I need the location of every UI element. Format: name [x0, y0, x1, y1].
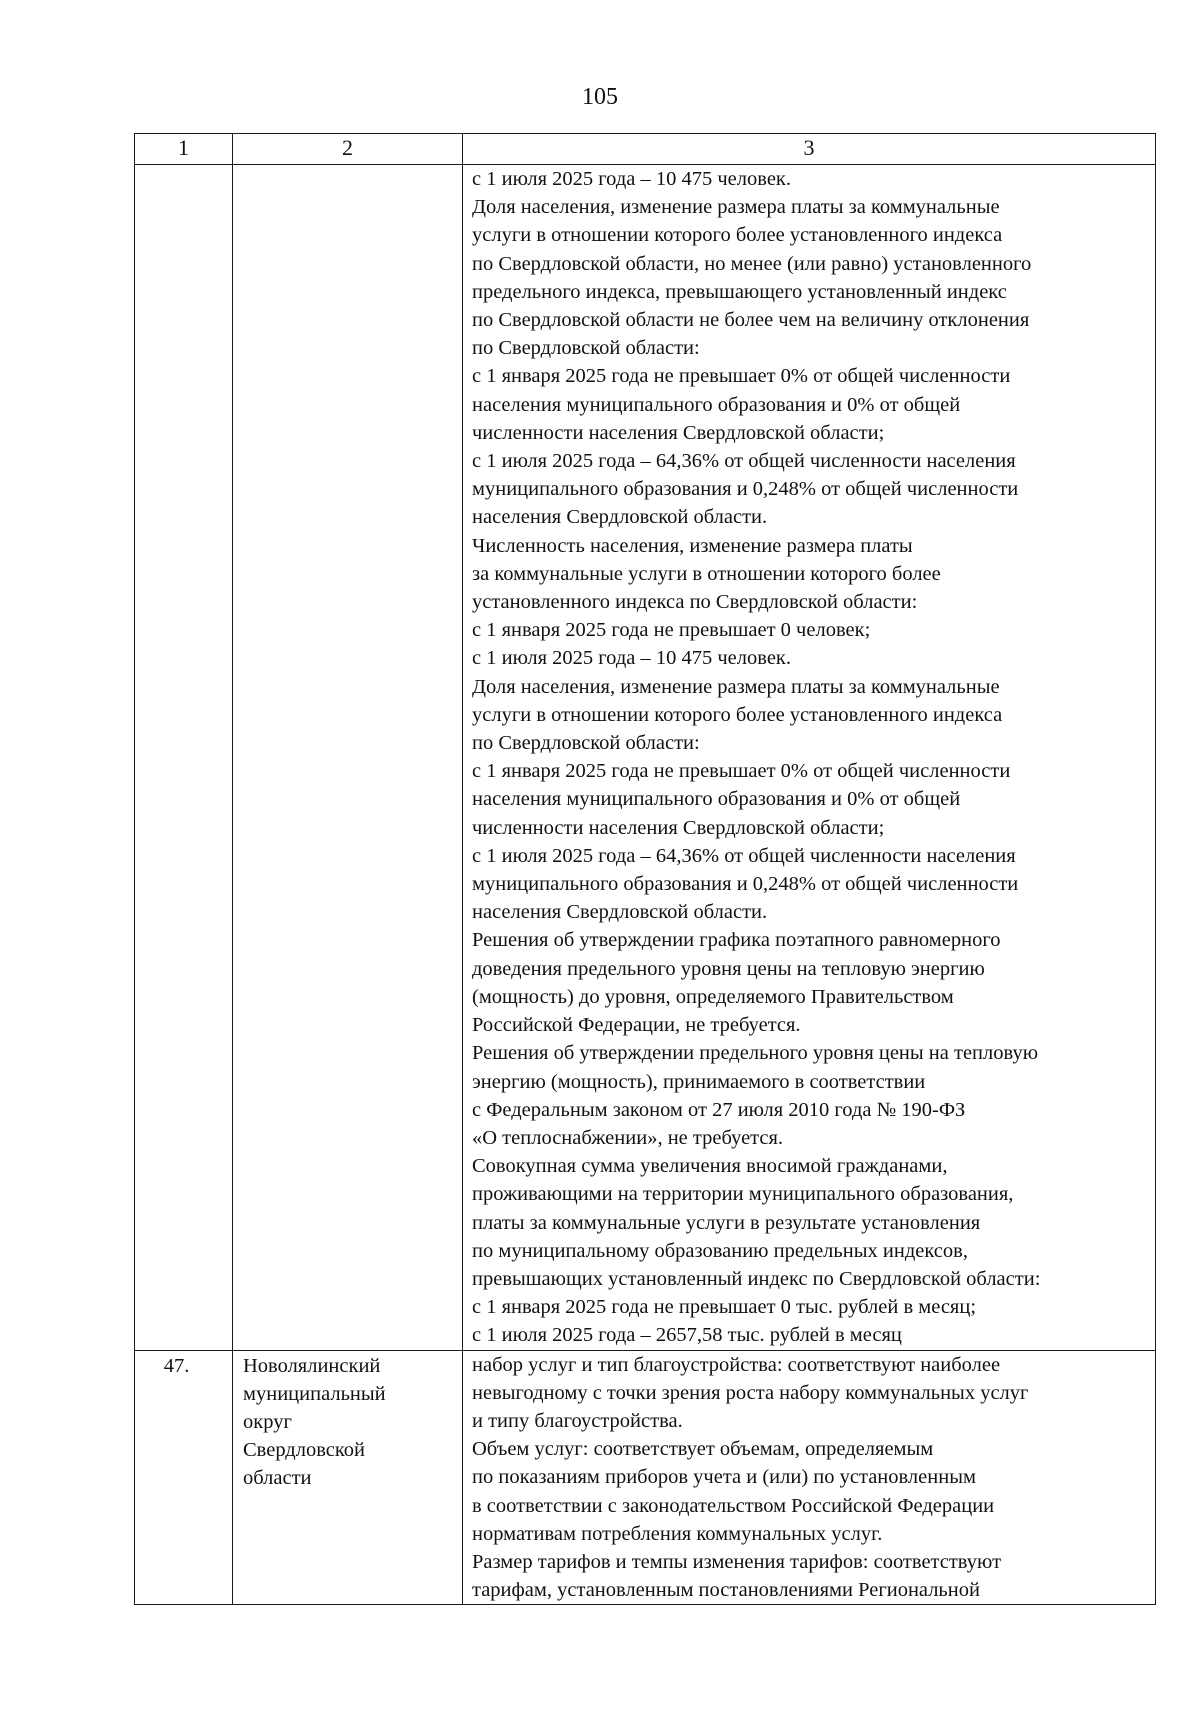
text-line: с 1 января 2025 года не превышает 0 тыс. рублей в месяц;: [472, 1296, 977, 1319]
text-line: с 1 июля 2025 года – 64,36% от общей численности населения: [472, 844, 1016, 867]
municipality-name-cell: [233, 1350, 463, 1605]
text-line: доведения предельного уровня цены на тепловую энергию: [472, 957, 985, 980]
text-line: Численность населения, изменение размера платы: [472, 534, 913, 557]
row-number-cell: 47.: [135, 1350, 233, 1605]
municipality-name-line: Свердловской: [243, 1439, 366, 1462]
text-line: «О теплоснабжении», не требуется.: [472, 1126, 784, 1149]
text-line: с 1 июля 2025 года – 10 475 человек.: [472, 647, 792, 670]
text-line: с Федеральным законом от 27 июля 2010 года № 190-ФЗ: [472, 1098, 966, 1121]
description-cell: [463, 1350, 1156, 1605]
text-line: платы за коммунальные услуги в результате установления: [472, 1211, 981, 1234]
text-line: услуги в отношении которого более установленного индекса: [472, 224, 1003, 247]
text-line: энергию (мощность), принимаемого в соответствии: [472, 1070, 926, 1093]
text-line: нормативам потребления коммунальных услуг.: [472, 1522, 883, 1545]
text-line: муниципального образования и 0,248% от общей численности: [472, 478, 1019, 501]
text-line: (мощность) до уровня, определяемого Правительством: [472, 985, 954, 1008]
text-line: Совокупная сумма увеличения вносимой гражданами,: [472, 1155, 948, 1178]
municipality-name-line: области: [243, 1467, 312, 1490]
text-line: с 1 января 2025 года не превышает 0% от общей численности: [472, 365, 1011, 388]
text-line: Решения об утверждении графика поэтапного равномерного: [472, 929, 1001, 952]
text-line: муниципального образования и 0,248% от общей численности: [472, 873, 1019, 896]
text-line: с 1 июля 2025 года – 64,36% от общей численности населения: [472, 450, 1016, 473]
document-table: [134, 133, 1156, 1605]
text-line: по Свердловской области:: [472, 337, 700, 360]
page-number: 105: [582, 84, 618, 110]
table-header-row: [135, 134, 1156, 165]
text-line: с 1 июля 2025 года – 10 475 человек.: [472, 168, 792, 190]
description-cell: [463, 165, 1156, 1351]
text-line: по муниципальному образованию предельных индексов,: [472, 1239, 968, 1262]
text-line: по показаниям приборов учета и (или) по установленным: [472, 1466, 976, 1489]
text-line: Решения об утверждении предельного уровня цены на тепловую: [472, 1042, 1039, 1065]
text-line: Размер тарифов и темпы изменения тарифов: соответствуют: [472, 1550, 1002, 1573]
text-line: численности населения Свердловской области;: [472, 816, 885, 839]
municipality-name-line: округ: [243, 1410, 292, 1433]
text-line: Доля населения, изменение размера платы за коммунальные: [472, 196, 1000, 219]
text-line: населения муниципального образования и 0% от общей: [472, 788, 961, 811]
text-line: превышающих установленный индекс по Свердловской области:: [472, 1267, 1041, 1290]
text-line: населения Свердловской области.: [472, 901, 768, 924]
text-line: Российской Федерации, не требуется.: [472, 1014, 801, 1037]
column-header-1: 1: [135, 134, 233, 165]
text-line: с 1 января 2025 года не превышает 0% от общей численности: [472, 760, 1011, 783]
column-header-2: 2: [233, 134, 463, 165]
text-line: по Свердловской области не более чем на величину отклонения: [472, 309, 1030, 332]
text-line: проживающими на территории муниципального образования,: [472, 1183, 1014, 1206]
text-line: с 1 января 2025 года не превышает 0 человек;: [472, 619, 871, 642]
municipality-name-line: Новолялинский: [243, 1354, 381, 1377]
column-header-3: 3: [463, 134, 1156, 165]
text-line: населения муниципального образования и 0% от общей: [472, 393, 961, 416]
text-line: услуги в отношении которого более установленного индекса: [472, 703, 1003, 726]
municipality-name-line: муниципальный: [243, 1382, 386, 1405]
text-line: в соответствии с законодательством Российской Федерации: [472, 1494, 995, 1517]
text-line: по Свердловской области, но менее (или равно) установленного: [472, 252, 1032, 275]
text-line: за коммунальные услуги в отношении которого более: [472, 562, 941, 585]
table-row: [135, 165, 1156, 1351]
text-line: Доля населения, изменение размера платы за коммунальные: [472, 675, 1000, 698]
text-line: с 1 июля 2025 года – 2657,58 тыс. рублей в месяц: [472, 1324, 902, 1347]
text-line: тарифам, установленным постановлениями Региональной: [472, 1579, 980, 1602]
text-line: и типу благоустройства.: [472, 1409, 683, 1432]
text-line: невыгодному с точки зрения роста набору коммунальных услуг: [472, 1381, 1029, 1404]
municipality-name-cell: [233, 165, 463, 1351]
text-line: по Свердловской области:: [472, 732, 700, 755]
text-line: набор услуг и тип благоустройства: соответствуют наиболее: [472, 1353, 1001, 1376]
row-number-cell: [135, 165, 233, 1351]
text-line: численности населения Свердловской области;: [472, 421, 885, 444]
text-line: предельного индекса, превышающего установленный индекс: [472, 280, 1007, 303]
text-line: установленного индекса по Свердловской области:: [472, 591, 918, 614]
text-line: Объем услуг: соответствует объемам, определяемым: [472, 1438, 934, 1461]
table-row: [135, 1350, 1156, 1605]
text-line: населения Свердловской области.: [472, 506, 768, 529]
